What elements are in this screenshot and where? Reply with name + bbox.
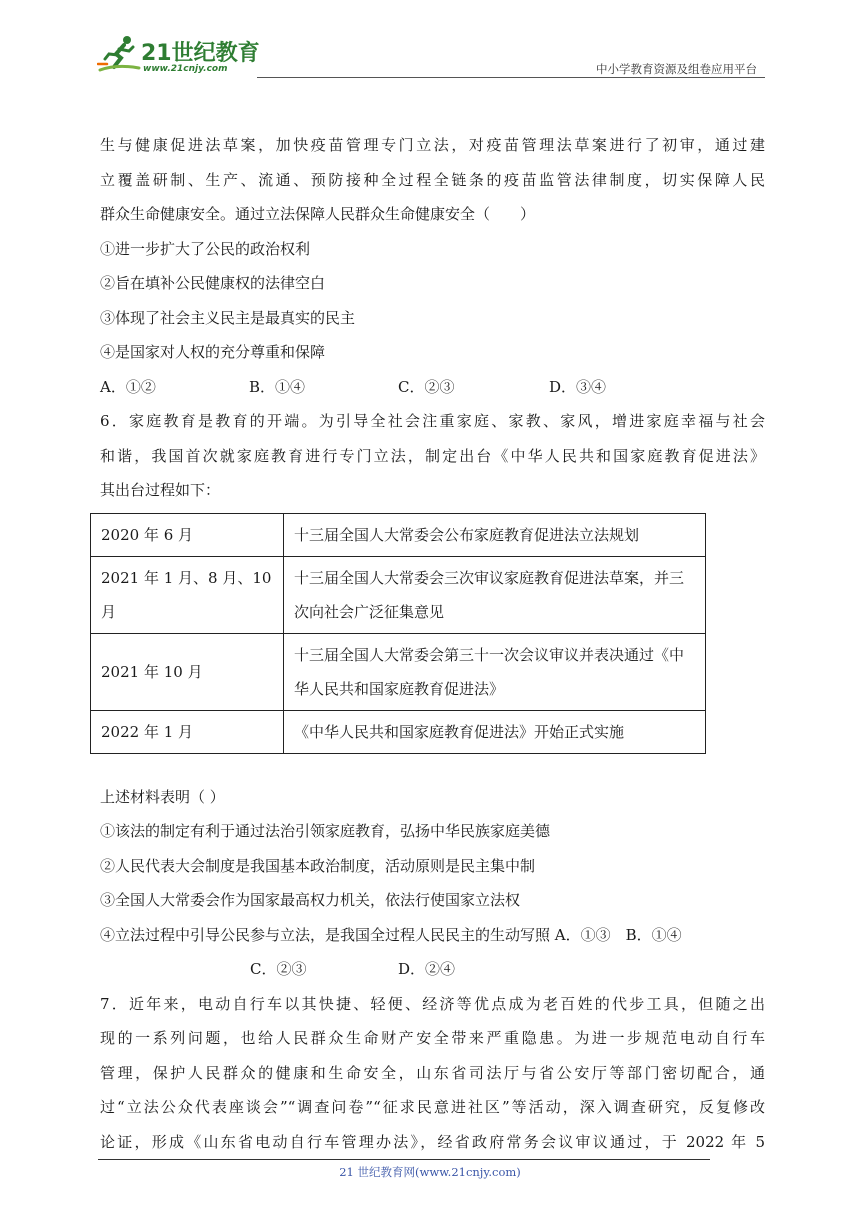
q5-option-c[interactable]: C．②③ xyxy=(398,377,455,396)
q6-options xyxy=(100,952,765,987)
q7-line: 过“立法公众代表座谈会”“调查问卷”“征求民意进社区”等活动，深入调查研究，反复修改 xyxy=(100,1098,765,1116)
table-cell-event: 《中华人民共和国家庭教育促进法》开始正式实施 xyxy=(284,710,706,753)
logo-text: 21世纪教育 xyxy=(141,41,260,66)
q5-item: ①进一步扩大了公民的政治权利 xyxy=(100,239,311,258)
table-row xyxy=(91,633,706,710)
q5-line: 立覆盖研制、生产、流通、预防接种全过程全链条的疫苗监管法律制度，切实保障人民 xyxy=(100,170,765,189)
table-cell-event: 十三届全国人大常委会第三十一次会议审议并表决通过《中华人民共和国家庭教育促进法》 xyxy=(284,633,706,710)
table-cell-date: 2021 年 1 月、8 月、10 月 xyxy=(91,556,284,633)
q5-options xyxy=(100,370,765,405)
q5-option-a[interactable]: A．①② xyxy=(100,377,156,396)
table-row xyxy=(91,513,706,556)
q6-line: 6．家庭教育是教育的开端。为引导全社会注重家庭、家教、家风，增进家庭幸福与社会 xyxy=(100,412,765,430)
q6-item: ③全国人大常委会作为国家最高权力机关，依法行使国家立法权 xyxy=(100,891,521,909)
q6-item: ②人民代表大会制度是我国基本政治制度，活动原则是民主集中制 xyxy=(100,856,536,875)
q6-item: ④立法过程中引导公民参与立法，是我国全过程人民民主的生动写照 A．①③ B．①④ xyxy=(100,925,682,944)
q6-item: ①该法的制定有利于通过法治引领家庭教育，弘扬中华民族家庭美德 xyxy=(100,822,551,840)
q7-line: 论证，形成《山东省电动自行车管理办法》，经省政府常务会议审议通过，于 2022 年 5 xyxy=(100,1132,765,1151)
q6-option-d[interactable]: D．②④ xyxy=(398,960,456,978)
platform-name: 中小学教育资源及组卷应用平台 xyxy=(596,62,757,76)
q5-line: 生与健康促进法草案，加快疫苗管理专门立法，对疫苗管理法草案进行了初审，通过建 xyxy=(100,136,765,154)
logo-url: www.21cnjy.com xyxy=(143,64,228,74)
footer-divider xyxy=(98,1159,710,1160)
table-cell-date: 2021 年 10 月 xyxy=(91,633,284,710)
table-row xyxy=(91,556,706,633)
header-divider xyxy=(257,77,765,78)
table-cell-date: 2020 年 6 月 xyxy=(91,513,284,556)
q5-item: ③体现了社会主义民主是最真实的民主 xyxy=(100,308,356,327)
q6-option-c[interactable]: C．②③ xyxy=(250,960,307,978)
q5-item: ②旨在填补公民健康权的法律空白 xyxy=(100,274,326,292)
q7-line: 7．近年来，电动自行车以其快捷、轻便、经济等优点成为老百姓的代步工具，但随之出 xyxy=(100,994,765,1013)
q5-stem: 群众生命健康安全。通过立法保障人民群众生命健康安全（ ） xyxy=(100,205,536,223)
q5-item: ④是国家对人权的充分尊重和保障 xyxy=(100,343,326,361)
document-body xyxy=(100,128,765,1159)
table-cell-date: 2022 年 1 月 xyxy=(91,710,284,753)
q7-line: 管理，保护人民群众的健康和生命安全，山东省司法厅与省公安厅等部门密切配合，通 xyxy=(100,1063,765,1082)
q6-line: 和谐，我国首次就家庭教育进行专门立法，制定出台《中华人民共和国家庭教育促进法》 xyxy=(100,446,765,465)
runner-logo-icon xyxy=(97,34,141,74)
table-cell-event: 十三届全国人大常委会三次审议家庭教育促进法草案，并三次向社会广泛征集意见 xyxy=(284,556,706,633)
site-logo[interactable] xyxy=(97,32,267,78)
table-row xyxy=(91,710,706,753)
q6-line: 其出台过程如下： xyxy=(100,481,221,499)
q7-line: 现的一系列问题，也给人民群众生命财产安全带来严重隐患。为进一步规范电动自行车 xyxy=(100,1029,765,1047)
q6-stem: 上述材料表明（ ） xyxy=(100,787,225,806)
legislation-timeline-table xyxy=(90,513,706,754)
table-cell-event: 十三届全国人大常委会公布家庭教育促进法立法规划 xyxy=(284,513,706,556)
page-header xyxy=(97,32,765,80)
q5-option-b[interactable]: B．①④ xyxy=(249,377,306,396)
footer-link[interactable]: 21 世纪教育网(www.21cnjy.com) xyxy=(339,1165,521,1179)
q5-option-d[interactable]: D．③④ xyxy=(549,377,607,396)
